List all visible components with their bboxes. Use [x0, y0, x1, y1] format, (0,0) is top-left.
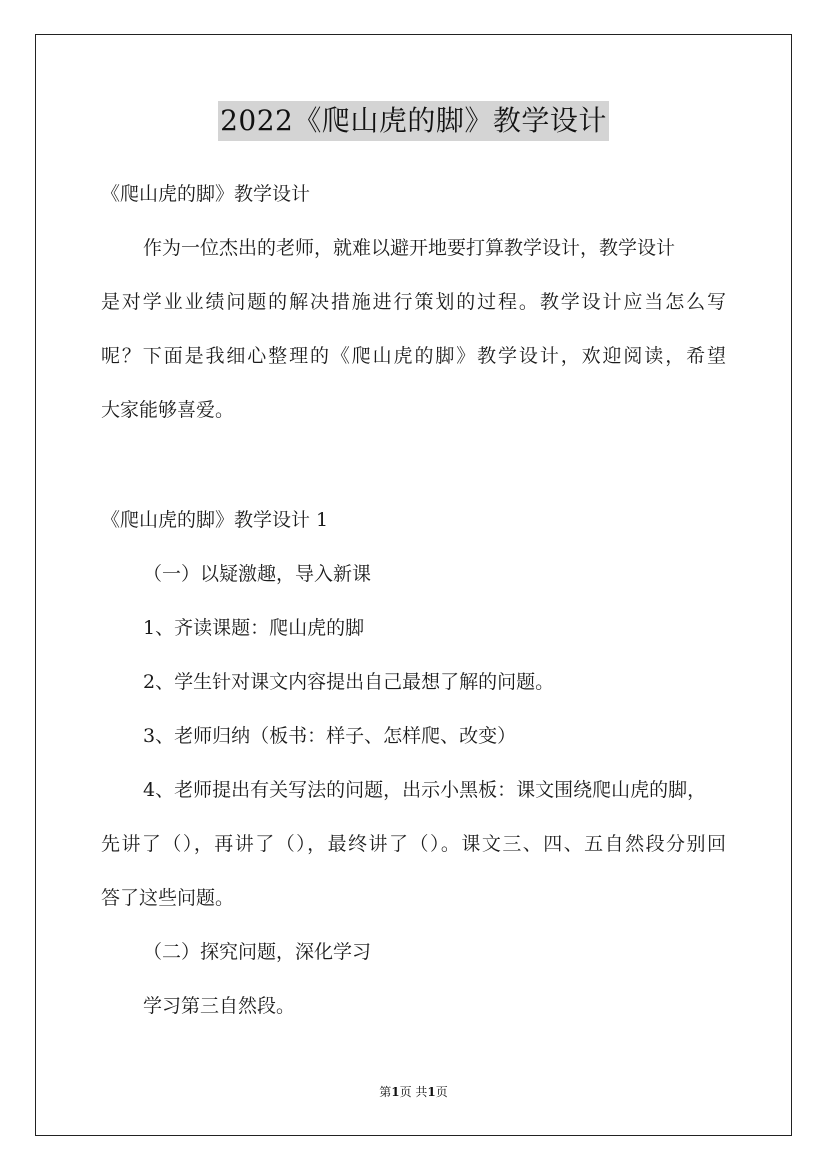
list-item-4-line-3: 答了这些问题。: [101, 887, 235, 909]
page-footer: [0, 1083, 827, 1101]
footer-page-mid: 页 共: [399, 1085, 428, 1099]
footer-page-prefix: 第: [379, 1085, 392, 1099]
footer-page-suffix: 页: [435, 1085, 448, 1099]
title-container: [0, 101, 827, 141]
intro-line-1: 作为一位杰出的老师，就难以避开地要打算教学设计，教学设计: [143, 237, 676, 259]
subtitle: 《爬山虎的脚》教学设计: [101, 183, 311, 205]
section-two-heading: （二）探究问题，深化学习: [143, 941, 372, 963]
list-item-2: 2、学生针对课文内容提出自己最想了解的问题。: [143, 671, 555, 693]
list-item-1: 1、齐读课题：爬山虎的脚: [143, 617, 365, 639]
list-item-4-line-2: 先讲了（），再讲了（），最终讲了（）。课文三、四、五自然段分别回: [101, 833, 726, 855]
section-one-heading: （一）以疑激趣，导入新课: [143, 563, 372, 585]
footer-page-current: 1: [391, 1085, 400, 1099]
intro-line-2: 是对学业业绩问题的解决措施进行策划的过程。教学设计应当怎么写: [101, 291, 726, 313]
section-heading: 《爬山虎的脚》教学设计 1: [101, 509, 329, 531]
footer-page-total: 1: [427, 1085, 436, 1099]
list-item-3: 3、老师归纳（板书：样子、怎样爬、改变）: [143, 725, 517, 747]
document-title: 2022《爬山虎的脚》教学设计: [218, 101, 609, 141]
intro-line-4: 大家能够喜爱。: [101, 399, 235, 421]
list-item-4-line-1: 4、老师提出有关写法的问题，出示小黑板：课文围绕爬山虎的脚，: [143, 779, 707, 801]
intro-line-3: 呢？下面是我细心整理的《爬山虎的脚》教学设计，欢迎阅读，希望: [101, 345, 726, 367]
study-line: 学习第三自然段。: [143, 995, 296, 1017]
